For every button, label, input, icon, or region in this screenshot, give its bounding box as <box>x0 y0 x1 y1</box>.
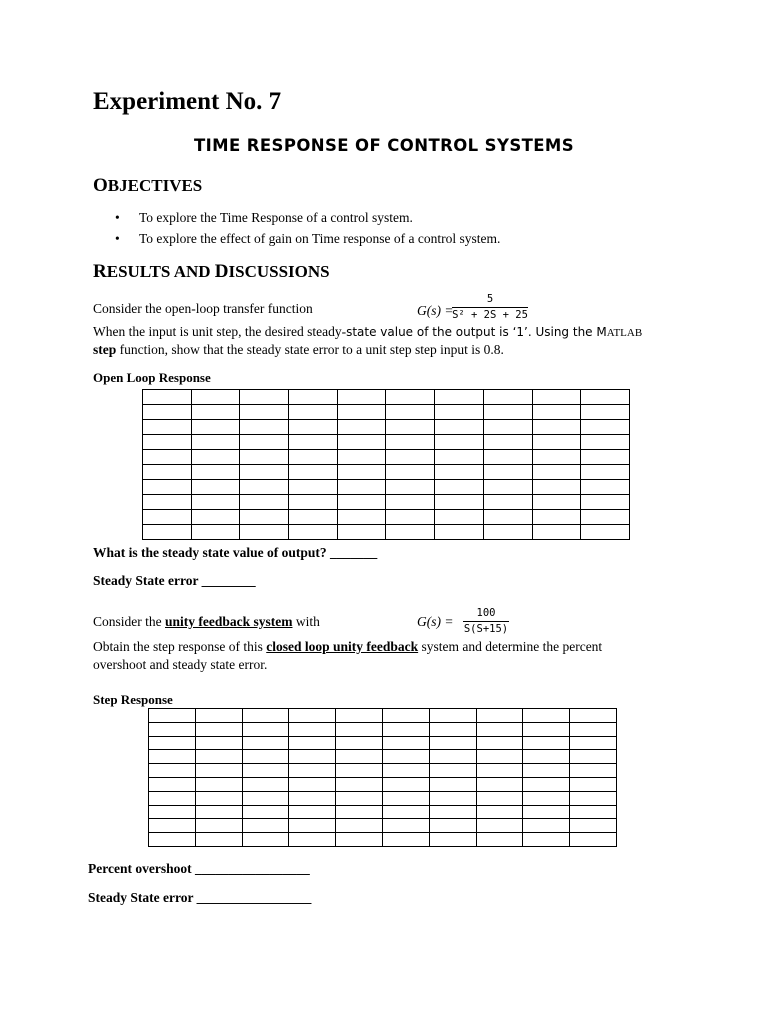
grid-cell <box>476 709 523 723</box>
grid-row <box>143 450 630 465</box>
grid-cell <box>523 722 570 736</box>
grid-cell <box>143 450 192 465</box>
grid-row <box>149 709 617 723</box>
grid-row <box>143 435 630 450</box>
objectives-list <box>93 208 500 250</box>
grid-cell <box>532 510 581 525</box>
grid-cell <box>483 450 532 465</box>
grid-cell <box>289 722 336 736</box>
grid-cell <box>483 480 532 495</box>
grid-cell <box>532 465 581 480</box>
grid-cell <box>143 510 192 525</box>
grid-cell <box>435 405 484 420</box>
grid-cell <box>191 420 240 435</box>
grid-row <box>149 736 617 750</box>
grid-cell <box>191 495 240 510</box>
grid-cell <box>143 495 192 510</box>
grid-cell <box>242 709 289 723</box>
grid-cell <box>429 791 476 805</box>
grid-cell <box>386 510 435 525</box>
grid-cell <box>242 805 289 819</box>
open-loop-response-grid <box>142 389 630 540</box>
grid-cell <box>581 525 630 540</box>
grid-cell <box>240 510 289 525</box>
grid-cell <box>386 465 435 480</box>
tf2-numerator: 100 <box>476 607 496 619</box>
grid-cell <box>143 465 192 480</box>
grid-row <box>143 510 630 525</box>
grid-cell <box>289 390 338 405</box>
grid-cell <box>242 736 289 750</box>
grid-cell <box>289 736 336 750</box>
grid-cell <box>581 465 630 480</box>
grid-row <box>149 833 617 847</box>
grid-cell <box>195 777 242 791</box>
grid-cell <box>581 390 630 405</box>
grid-cell <box>289 791 336 805</box>
grid-cell <box>435 450 484 465</box>
objectives-heading-rest: BJECTIVES <box>107 176 203 195</box>
grid-cell <box>191 525 240 540</box>
grid-cell <box>337 450 386 465</box>
grid-cell <box>149 777 196 791</box>
grid-cell <box>289 709 336 723</box>
step-response-grid <box>148 708 617 847</box>
grid-cell <box>382 833 429 847</box>
grid-row <box>149 791 617 805</box>
grid-cell <box>337 465 386 480</box>
closed-loop-statement: Obtain the step response of this closed loop unity feedback system and determine the percent <box>93 639 603 654</box>
grid-cell <box>240 480 289 495</box>
grid-cell <box>191 465 240 480</box>
grid-row <box>143 405 630 420</box>
grid-cell <box>532 480 581 495</box>
grid-cell <box>336 791 383 805</box>
grid-cell <box>382 805 429 819</box>
grid-cell <box>195 764 242 778</box>
grid-cell <box>289 495 338 510</box>
results-heading-part2: ISCUSSIONS <box>228 262 330 281</box>
grid-cell <box>143 420 192 435</box>
grid-cell <box>191 480 240 495</box>
grid-cell <box>476 736 523 750</box>
grid-cell <box>532 450 581 465</box>
grid-cell <box>435 525 484 540</box>
grid-cell <box>532 495 581 510</box>
grid-cell <box>337 480 386 495</box>
grid-cell <box>523 805 570 819</box>
grid-cell <box>570 819 617 833</box>
grid-cell <box>337 495 386 510</box>
grid-cell <box>240 525 289 540</box>
grid-cell <box>523 709 570 723</box>
grid-cell <box>523 764 570 778</box>
grid-cell <box>336 805 383 819</box>
grid-cell <box>240 390 289 405</box>
grid-cell <box>143 480 192 495</box>
grid-cell <box>581 480 630 495</box>
grid-cell <box>570 805 617 819</box>
open-loop-response-label: Open Loop Response <box>93 370 211 385</box>
open-loop-intro: Consider the open-loop transfer function <box>93 301 313 316</box>
grid-cell <box>149 833 196 847</box>
grid-cell <box>289 764 336 778</box>
grid-cell <box>483 435 532 450</box>
grid-cell <box>523 833 570 847</box>
grid-cell <box>570 736 617 750</box>
grid-cell <box>191 405 240 420</box>
grid-cell <box>337 420 386 435</box>
unit-step-statement: When the input is unit step, the desired steady-state value of the output is ‘1’. Using the MATLAB <box>93 324 643 339</box>
grid-cell <box>382 777 429 791</box>
grid-cell <box>483 510 532 525</box>
grid-row <box>149 722 617 736</box>
grid-cell <box>483 525 532 540</box>
grid-cell <box>240 405 289 420</box>
step-function-statement: step function, show that the steady state error to a unit step step input is 0.8. <box>93 342 504 357</box>
grid-cell <box>386 495 435 510</box>
grid-cell <box>435 465 484 480</box>
results-heading <box>93 261 330 283</box>
grid-cell <box>195 805 242 819</box>
grid-cell <box>429 764 476 778</box>
grid-cell <box>483 465 532 480</box>
grid-cell <box>337 525 386 540</box>
grid-cell <box>523 791 570 805</box>
grid-row <box>143 480 630 495</box>
grid-cell <box>476 722 523 736</box>
tf2-fraction <box>463 607 509 636</box>
grid-cell <box>337 510 386 525</box>
grid-cell <box>435 435 484 450</box>
grid-cell <box>386 420 435 435</box>
grid-cell <box>195 736 242 750</box>
grid-cell <box>195 750 242 764</box>
grid-cell <box>240 495 289 510</box>
grid-cell <box>570 777 617 791</box>
unity-feedback-intro: Consider the unity feedback system with <box>93 614 320 629</box>
grid-cell <box>336 722 383 736</box>
grid-cell <box>289 777 336 791</box>
grid-row <box>149 805 617 819</box>
grid-cell <box>429 805 476 819</box>
grid-cell <box>289 420 338 435</box>
grid-cell <box>195 819 242 833</box>
grid-cell <box>532 435 581 450</box>
grid-cell <box>386 450 435 465</box>
grid-cell <box>242 764 289 778</box>
grid-cell <box>149 791 196 805</box>
grid-cell <box>143 390 192 405</box>
grid-cell <box>143 525 192 540</box>
grid-cell <box>149 805 196 819</box>
grid-cell <box>476 805 523 819</box>
grid-row <box>143 465 630 480</box>
grid-cell <box>483 390 532 405</box>
grid-cell <box>429 819 476 833</box>
grid-cell <box>476 819 523 833</box>
grid-cell <box>570 791 617 805</box>
grid-cell <box>523 736 570 750</box>
experiment-subtitle: TIME RESPONSE OF CONTROL SYSTEMS <box>193 136 575 155</box>
grid-cell <box>382 736 429 750</box>
grid-cell <box>570 750 617 764</box>
grid-cell <box>429 833 476 847</box>
objectives-heading-initial: O <box>93 175 108 196</box>
tf1-denominator: S² + 2S + 25 <box>452 309 528 321</box>
grid-cell <box>476 791 523 805</box>
grid-cell <box>289 750 336 764</box>
closed-loop-statement-line2: overshoot and steady state error. <box>93 657 268 672</box>
objective-item: • To explore the Time Response of a control system. <box>93 208 500 229</box>
grid-cell <box>570 764 617 778</box>
grid-cell <box>242 791 289 805</box>
grid-cell <box>240 450 289 465</box>
grid-cell <box>483 405 532 420</box>
grid-cell <box>532 525 581 540</box>
grid-cell <box>289 510 338 525</box>
grid-cell <box>523 750 570 764</box>
tf1-lhs: G(s) = <box>417 303 454 318</box>
grid-cell <box>336 777 383 791</box>
grid-cell <box>523 777 570 791</box>
grid-cell <box>336 819 383 833</box>
grid-cell <box>242 819 289 833</box>
grid-cell <box>581 450 630 465</box>
grid-cell <box>581 420 630 435</box>
grid-cell <box>242 777 289 791</box>
grid-cell <box>382 819 429 833</box>
grid-cell <box>523 819 570 833</box>
grid-cell <box>476 833 523 847</box>
grid-cell <box>242 750 289 764</box>
tf1-numerator: 5 <box>486 293 494 305</box>
grid-cell <box>382 764 429 778</box>
grid-cell <box>336 833 383 847</box>
grid-cell <box>532 390 581 405</box>
grid-cell <box>191 510 240 525</box>
results-heading-part: ESULTS AND <box>106 262 215 281</box>
grid-cell <box>581 510 630 525</box>
grid-row <box>143 525 630 540</box>
grid-row <box>143 420 630 435</box>
grid-cell <box>476 764 523 778</box>
grid-cell <box>435 510 484 525</box>
grid-cell <box>289 805 336 819</box>
tf2-denominator: S(S+15) <box>463 623 509 635</box>
grid-cell <box>581 405 630 420</box>
grid-cell <box>386 435 435 450</box>
grid-cell <box>435 495 484 510</box>
tf2-lhs: G(s) = <box>417 614 454 629</box>
grid-cell <box>429 709 476 723</box>
results-heading-initial-r: R <box>93 261 107 282</box>
objective-item: • To explore the effect of gain on Time response of a control system. <box>93 229 500 250</box>
grid-cell <box>336 764 383 778</box>
grid-row <box>149 750 617 764</box>
grid-cell <box>476 750 523 764</box>
grid-cell <box>240 435 289 450</box>
grid-cell <box>581 495 630 510</box>
steady-state-value-question: What is the steady state value of output? _______ <box>93 545 378 560</box>
grid-cell <box>386 480 435 495</box>
grid-cell <box>143 435 192 450</box>
grid-cell <box>191 390 240 405</box>
grid-cell <box>337 405 386 420</box>
grid-cell <box>149 764 196 778</box>
grid-cell <box>149 750 196 764</box>
results-heading-initial-d: D <box>214 261 229 282</box>
tf1-fraction-bar <box>452 307 528 308</box>
grid-cell <box>429 777 476 791</box>
grid-cell <box>336 709 383 723</box>
grid-cell <box>435 480 484 495</box>
grid-cell <box>289 435 338 450</box>
grid-cell <box>289 450 338 465</box>
grid-cell <box>240 420 289 435</box>
grid-cell <box>570 833 617 847</box>
grid-cell <box>336 750 383 764</box>
grid-cell <box>483 420 532 435</box>
grid-cell <box>289 525 338 540</box>
grid-cell <box>195 791 242 805</box>
grid-cell <box>532 420 581 435</box>
grid-cell <box>483 495 532 510</box>
steady-state-error-1: Steady State error ________ <box>93 573 256 588</box>
grid-cell <box>570 722 617 736</box>
grid-cell <box>429 722 476 736</box>
grid-cell <box>435 420 484 435</box>
grid-row <box>149 819 617 833</box>
step-response-label: Step Response <box>93 692 173 707</box>
grid-cell <box>386 390 435 405</box>
grid-cell <box>149 736 196 750</box>
grid-cell <box>289 833 336 847</box>
grid-row <box>143 495 630 510</box>
grid-cell <box>195 709 242 723</box>
grid-cell <box>382 791 429 805</box>
grid-cell <box>289 465 338 480</box>
grid-cell <box>386 405 435 420</box>
grid-cell <box>476 777 523 791</box>
grid-cell <box>240 465 289 480</box>
grid-cell <box>382 750 429 764</box>
grid-cell <box>289 405 338 420</box>
grid-cell <box>289 819 336 833</box>
grid-cell <box>435 390 484 405</box>
grid-cell <box>337 435 386 450</box>
grid-cell <box>581 435 630 450</box>
grid-cell <box>195 833 242 847</box>
grid-cell <box>289 480 338 495</box>
percent-overshoot: Percent overshoot _________________ <box>88 861 310 876</box>
tf1-fraction <box>452 293 528 322</box>
grid-cell <box>532 405 581 420</box>
grid-cell <box>429 736 476 750</box>
grid-cell <box>242 722 289 736</box>
grid-cell <box>382 709 429 723</box>
grid-cell <box>429 750 476 764</box>
experiment-title: Experiment No. 7 <box>93 88 282 115</box>
objectives-heading <box>93 175 202 197</box>
grid-cell <box>143 405 192 420</box>
grid-cell <box>570 709 617 723</box>
steady-state-error-2: Steady State error _________________ <box>88 890 312 905</box>
grid-cell <box>191 435 240 450</box>
grid-row <box>149 777 617 791</box>
grid-row <box>143 390 630 405</box>
grid-cell <box>149 709 196 723</box>
grid-cell <box>386 525 435 540</box>
grid-cell <box>149 819 196 833</box>
grid-cell <box>191 450 240 465</box>
grid-cell <box>149 722 196 736</box>
grid-cell <box>337 390 386 405</box>
grid-cell <box>382 722 429 736</box>
grid-cell <box>242 833 289 847</box>
grid-cell <box>195 722 242 736</box>
grid-row <box>149 764 617 778</box>
tf2-fraction-bar <box>463 621 509 622</box>
grid-cell <box>336 736 383 750</box>
